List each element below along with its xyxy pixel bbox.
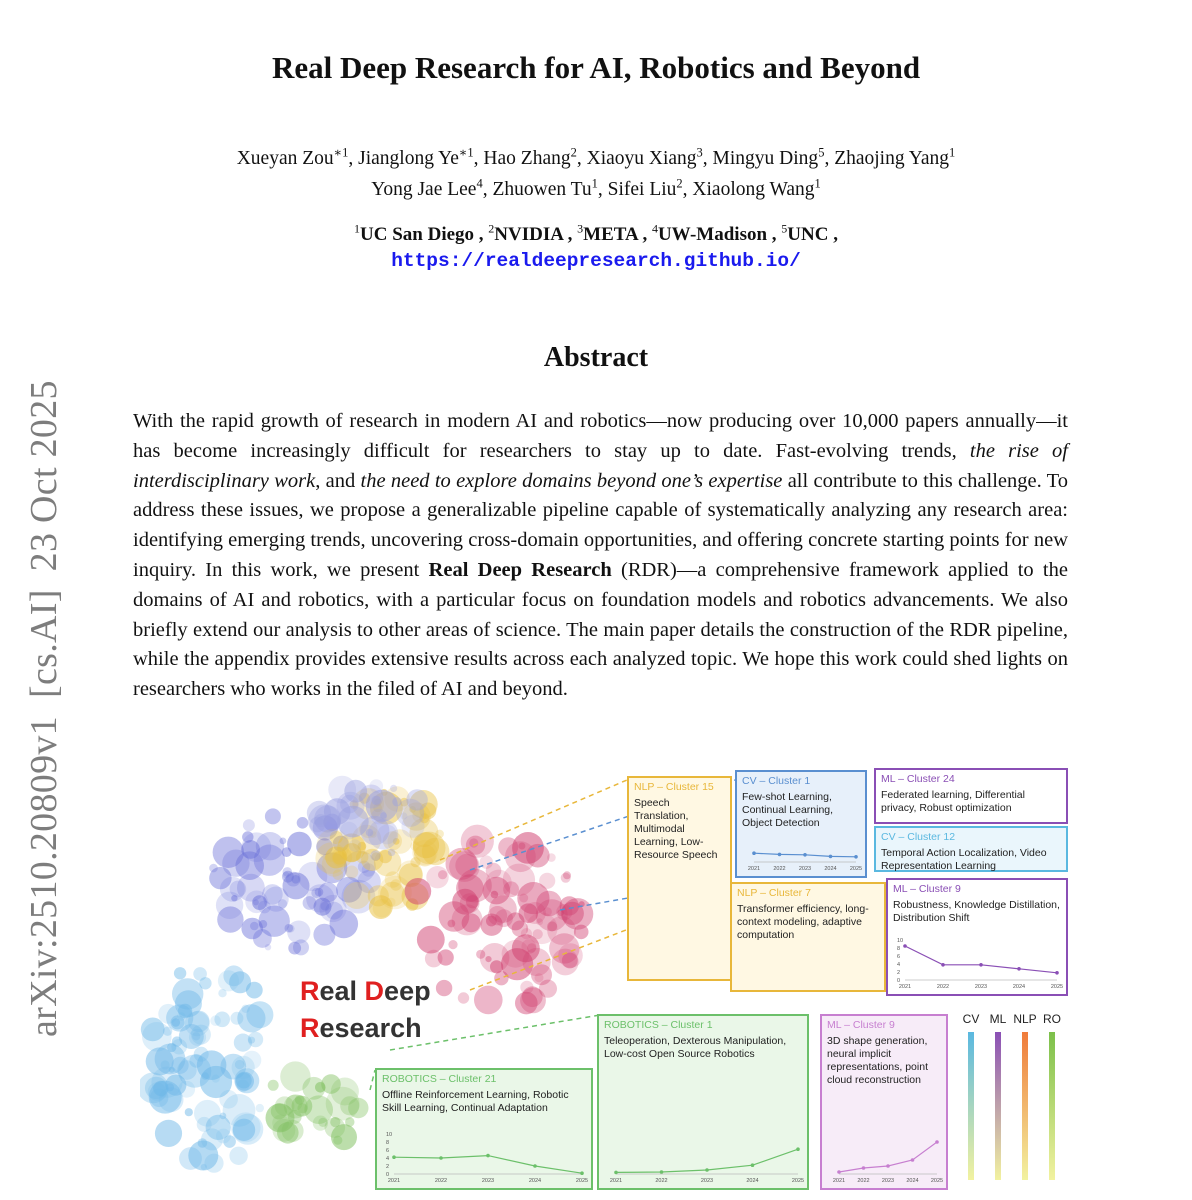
- embedding-bubble: [372, 796, 381, 805]
- affiliation-name: UNC: [787, 224, 829, 245]
- x-tick-label: 2021: [387, 1178, 401, 1184]
- trend-point: [862, 1166, 866, 1170]
- embedding-bubble: [245, 891, 268, 914]
- embedding-bubble: [149, 1081, 182, 1114]
- y-tick-label: 4: [386, 1156, 390, 1162]
- embedding-bubble: [474, 986, 503, 1015]
- cluster-card-keywords: Offline Reinforcement Learning, Robotic Skill Learning, Continual Adaptation: [382, 1089, 569, 1114]
- trend-point: [1017, 967, 1021, 971]
- embedding-bubble: [331, 1124, 357, 1150]
- cluster-card-title: ROBOTICS – Cluster 1: [604, 1019, 713, 1031]
- author-name: Sifei Liu: [607, 179, 677, 200]
- x-tick-label: 2025: [791, 1178, 804, 1184]
- embedding-bubble: [297, 817, 309, 829]
- author-affiliation-mark: 1: [814, 176, 821, 191]
- affiliation-mark: 3: [577, 221, 584, 236]
- cluster-card-keywords: Speech Translation, Multimodal Learning, Low-Resource Speech: [634, 797, 718, 861]
- trend-point: [803, 853, 807, 857]
- cluster-card: [730, 882, 886, 992]
- embedding-bubble: [141, 1018, 165, 1042]
- cluster-card-title: ML – Cluster 24: [881, 773, 955, 785]
- x-tick-label: 2023: [798, 866, 812, 872]
- trend-chart: [829, 1130, 943, 1184]
- trend-chart: [895, 936, 1063, 990]
- trend-point: [486, 1154, 490, 1158]
- arxiv-date: 23 Oct 2025: [23, 380, 65, 572]
- embedding-bubble: [235, 1060, 244, 1069]
- affiliation-mark: 4: [651, 221, 658, 236]
- legend-color-bar: [1049, 1032, 1055, 1180]
- trend-point: [796, 1147, 800, 1151]
- embedding-bubble: [462, 913, 481, 932]
- embedding-bubble: [199, 977, 211, 989]
- embedding-bubble: [241, 918, 263, 940]
- cluster-card-keywords: Transformer efficiency, long-context modeling, adaptive computation: [737, 903, 869, 941]
- embedding-bubble: [520, 988, 546, 1014]
- embedding-bubble: [174, 967, 186, 979]
- embedding-bubble: [222, 850, 249, 877]
- embedding-bubble: [460, 893, 480, 913]
- cluster-card: [820, 1014, 948, 1190]
- cluster-card: [597, 1014, 809, 1190]
- author-affiliation-mark: 2: [570, 145, 577, 160]
- author-affiliation-mark: 2: [676, 176, 683, 191]
- author-name: Xueyan Zou: [236, 148, 334, 169]
- x-tick-label: 2021: [832, 1178, 846, 1184]
- author-affiliation-mark: 3: [696, 145, 703, 160]
- x-tick-label: 2023: [974, 984, 988, 990]
- affiliations: $^1$UC San Diego , $^2$NVIDIA , $^3$META , $^4$UW-Madison , $^5$UNC ,: [354, 221, 838, 245]
- affiliation-name: UW-Madison: [657, 224, 768, 245]
- embedding-bubble: [371, 809, 387, 825]
- embedding-bubble: [458, 992, 469, 1003]
- arxiv-id: arXiv:2510.20809v1: [23, 716, 65, 1037]
- author-name: Zhaojing Yang: [834, 148, 950, 169]
- trend-point: [439, 1156, 443, 1160]
- embedding-bubble: [278, 899, 287, 908]
- y-tick-label: 10: [897, 938, 904, 944]
- embedding-bubble: [217, 906, 243, 932]
- embedding-bubble: [177, 1060, 197, 1080]
- arxiv-sidebar-stamp: [22, 337, 66, 1037]
- embedding-bubble: [490, 960, 503, 973]
- trend-point: [935, 1140, 939, 1144]
- author-line-1: Xueyan Zou$^{∗1}$, Jianglong $Ye^{∗1}$, Hao Zhang$^2$, Xiaoyu Xiang$^3$, Mingyu Ding$^5$, Zhaojing Yang$^1$: [236, 145, 956, 169]
- trend-point: [580, 1171, 584, 1175]
- cluster-card-title: NLP – Cluster 15: [634, 781, 714, 793]
- embedding-bubble: [179, 1147, 202, 1170]
- embedding-bubble: [561, 873, 571, 883]
- embedding-bubble: [388, 849, 395, 856]
- y-tick-label: 6: [386, 1148, 390, 1154]
- embedding-bubble: [282, 871, 294, 883]
- cluster-card-keywords: Teleoperation, Dexterous Manipulation, Low-cost Open Source Robotics: [604, 1035, 787, 1060]
- embedding-bubble: [495, 909, 513, 927]
- embedding-bubble: [293, 939, 309, 955]
- author-name: Mingyu Ding: [712, 148, 819, 169]
- trend-chart: [384, 1130, 588, 1184]
- embedding-bubble: [280, 1061, 310, 1091]
- y-tick-label: 10: [386, 1132, 393, 1138]
- author-name: Jianglong Ye: [358, 148, 459, 169]
- embedding-bubble: [345, 866, 358, 879]
- embedding-bubble: [220, 1113, 227, 1120]
- abstract-bold-rdr: Real Deep Research: [428, 558, 612, 581]
- embedding-bubble: [256, 1104, 264, 1112]
- embedding-bubble: [229, 1147, 247, 1165]
- y-tick-label: 2: [897, 970, 901, 976]
- abstract-part-3: all contribute to this challenge. To address these issues, we propose a generalizable pipeline capable of systematically analyzing any research area: identifying emerging trends, uncovering cross-domain opportunities, and offering concrete starting points for new inquiry. In this work, we present: [133, 469, 1068, 581]
- embedding-bubble: [265, 944, 271, 950]
- x-tick-label: 2023: [700, 1178, 714, 1184]
- embedding-bubble: [519, 894, 528, 903]
- embedding-bubble: [558, 943, 583, 968]
- cluster-card: [627, 776, 732, 981]
- arxiv-category: [cs.AI]: [23, 589, 65, 699]
- embedding-bubble: [158, 1004, 178, 1024]
- embedding-bubble: [272, 1115, 289, 1132]
- trend-point: [886, 1164, 890, 1168]
- embedding-bubble: [163, 1027, 172, 1036]
- overview-figure: [140, 760, 1072, 1190]
- legend-label: RO: [1043, 1012, 1061, 1026]
- cluster-card-title: CV – Cluster 12: [881, 831, 956, 843]
- embedding-bubble: [356, 851, 368, 863]
- trend-point: [1055, 971, 1059, 975]
- embedding-bubble: [230, 1012, 243, 1025]
- cluster-card: [886, 878, 1068, 996]
- cluster-card-keywords: Robustness, Knowledge Distillation, Distribution Shift: [893, 899, 1060, 924]
- embedding-bubble: [259, 920, 267, 928]
- embedding-bubble: [219, 1090, 238, 1109]
- trend-point: [392, 1155, 396, 1159]
- cluster-card-title: ML – Cluster 9: [893, 883, 961, 895]
- embedding-bubble: [223, 1135, 236, 1148]
- trend-point: [911, 1158, 915, 1162]
- cluster-card-title: CV – Cluster 1: [742, 775, 811, 787]
- embedding-bubble: [201, 1128, 223, 1150]
- author-affiliation-mark: 1: [949, 145, 956, 160]
- trend-point: [752, 851, 756, 855]
- embedding-bubble: [390, 785, 397, 792]
- affiliation-mark: 5: [781, 221, 788, 236]
- legend-color-bar: [1022, 1032, 1028, 1180]
- affiliation-name: UC San Diego: [360, 224, 475, 245]
- embedding-bubble: [343, 882, 370, 909]
- cluster-card: [874, 768, 1068, 824]
- embedding-bubble: [322, 852, 346, 876]
- x-tick-label: 2025: [575, 1178, 588, 1184]
- embedding-bubble: [229, 971, 251, 993]
- cluster-card: [375, 1068, 593, 1190]
- embedding-bubble: [349, 839, 361, 851]
- legend-color-bar: [968, 1032, 974, 1180]
- embedding-bubble: [547, 853, 556, 862]
- cluster-card-title: ROBOTICS – Cluster 21: [382, 1073, 497, 1085]
- embedding-bubble: [310, 817, 326, 833]
- trend-point: [778, 853, 782, 857]
- embedding-bubble: [392, 797, 401, 806]
- trend-point: [941, 963, 945, 967]
- embedding-bubble: [536, 899, 568, 931]
- cluster-card-keywords: Federated learning, Differential privacy, Robust optimization: [881, 789, 1025, 814]
- x-tick-label: 2025: [930, 1178, 943, 1184]
- abstract-italic-2: the need to explore domains beyond one’s expertise: [360, 469, 783, 492]
- trend-chart: [744, 818, 862, 872]
- figure-title-line1: Real Deep: [300, 976, 431, 1006]
- x-tick-label: 2025: [849, 866, 862, 872]
- trend-chart: [606, 1130, 804, 1184]
- cluster-card: [874, 826, 1068, 872]
- author-affiliation-mark: 5: [818, 145, 825, 160]
- trend-point: [837, 1170, 841, 1174]
- trend-point: [854, 855, 858, 859]
- legend-entry: [985, 1012, 1011, 1180]
- embedding-bubble: [387, 898, 396, 907]
- y-tick-label: 6: [897, 954, 901, 960]
- x-tick-label: 2021: [747, 866, 761, 872]
- embedding-bubble: [233, 1119, 255, 1141]
- embedding-bubble: [268, 1080, 279, 1091]
- embedding-bubble: [491, 891, 499, 899]
- embedding-bubble: [304, 1095, 333, 1124]
- embedding-bubble: [401, 815, 424, 838]
- cluster-card: [735, 770, 867, 878]
- embedding-bubble: [282, 847, 292, 857]
- legend-entry: [958, 1012, 984, 1180]
- cluster-card-keywords: 3D shape generation, neural implicit representations, point cloud reconstruction: [827, 1035, 928, 1086]
- author-name: Hao Zhang: [483, 148, 571, 169]
- trend-point: [705, 1168, 709, 1172]
- abstract-text: [133, 407, 1068, 705]
- embedding-bubble: [265, 808, 281, 824]
- trend-line: [905, 946, 1057, 973]
- embedding-bubble: [345, 1117, 354, 1126]
- abstract-part-2: , and: [315, 469, 361, 492]
- trend-point: [751, 1163, 755, 1167]
- project-url-link[interactable]: https://realdeepresearch.github.io/: [391, 250, 801, 272]
- x-tick-label: 2022: [773, 866, 786, 872]
- figure-title-line2: Research: [300, 1013, 422, 1043]
- affiliation-mark: 1: [354, 221, 361, 236]
- trend-point: [903, 944, 907, 948]
- x-tick-label: 2021: [898, 984, 912, 990]
- legend-color-bar: [995, 1032, 1001, 1180]
- embedding-bubble: [220, 877, 245, 902]
- y-tick-label: 8: [897, 946, 901, 952]
- embedding-bubble: [405, 878, 432, 905]
- author-list: [0, 143, 1192, 205]
- affiliation-mark: 2: [488, 221, 495, 236]
- embedding-bubble: [406, 789, 427, 810]
- trend-line: [394, 1156, 582, 1174]
- abstract-italic-1: the rise of interdisciplinary work: [133, 439, 1068, 492]
- abstract-heading: Abstract: [543, 342, 649, 373]
- embedding-bubble: [503, 881, 519, 897]
- trend-point: [660, 1170, 664, 1174]
- cluster-card-keywords: Temporal Action Localization, Video Representation Learning: [881, 847, 1047, 872]
- x-tick-label: 2022: [857, 1178, 870, 1184]
- cluster-card-title: NLP – Cluster 7: [737, 887, 811, 899]
- embedding-bubble: [201, 1164, 207, 1170]
- trend-point: [614, 1171, 618, 1175]
- embedding-bubble: [243, 819, 255, 831]
- embedding-bubble: [502, 940, 530, 968]
- embedding-bubble: [455, 854, 478, 877]
- author-name: Yong Jae Lee: [371, 179, 477, 200]
- x-tick-label: 2024: [1012, 984, 1026, 990]
- legend-entry: [1012, 1012, 1038, 1180]
- embedding-bubble: [359, 785, 383, 809]
- embedding-bubble: [314, 898, 332, 916]
- embedding-bubble: [436, 980, 452, 996]
- embedding-bubble: [287, 925, 295, 933]
- trend-point: [533, 1164, 537, 1168]
- x-tick-label: 2025: [1050, 984, 1063, 990]
- x-tick-label: 2022: [655, 1178, 668, 1184]
- y-tick-label: 8: [386, 1140, 390, 1146]
- embedding-bubble: [370, 850, 380, 860]
- author-affiliation-mark: ∗1: [458, 145, 474, 160]
- embedding-bubble: [214, 1012, 230, 1028]
- embedding-bubble: [179, 1024, 204, 1049]
- author-line-2: Yong Jae Lee$^4$, Zhuowen Tu$^1$, Sifei Liu$^2$, Xiaolong Wang$^1$: [371, 176, 821, 200]
- embedding-bubble: [254, 845, 285, 876]
- x-tick-label: 2024: [906, 1178, 919, 1184]
- x-tick-label: 2024: [746, 1178, 759, 1184]
- embedding-bubble: [155, 1120, 182, 1147]
- legend-entry: [1039, 1012, 1065, 1180]
- embedding-bubble: [242, 831, 253, 842]
- y-tick-label: 2: [386, 1164, 390, 1170]
- x-tick-label: 2022: [434, 1178, 448, 1184]
- x-tick-label: 2022: [936, 984, 950, 990]
- embedding-bubble: [448, 940, 457, 949]
- author-name: Xiaolong Wang: [692, 179, 815, 200]
- embedding-bubble: [197, 1050, 227, 1080]
- embedding-bubble: [425, 950, 443, 968]
- paper-title: Real Deep Research for AI, Robotics and Beyond: [271, 50, 921, 85]
- trend-point: [979, 963, 983, 967]
- legend-label: ML: [989, 1012, 1007, 1026]
- embedding-bubble: [178, 1004, 192, 1018]
- author-name: Xiaoyu Xiang: [586, 148, 697, 169]
- x-tick-label: 2024: [824, 866, 837, 872]
- abstract-part-4: (RDR)—a comprehensive framework applied to the domains of AI and robotics, with a particular focus on foundation models and robotics advancements. We also briefly extend our analysis to other areas of science. The main paper details the construction of the RDR pipeline, while the appendix provides extensive results across each analyzed topic. We hope this work could shed lights on researchers who works in the filed of AI and beyond.: [133, 558, 1068, 701]
- embedding-bubble: [476, 950, 485, 959]
- y-tick-label: 0: [897, 978, 901, 984]
- embedding-bubble: [417, 926, 445, 954]
- trend-point: [829, 855, 833, 859]
- x-tick-label: 2023: [881, 1178, 895, 1184]
- legend-label: NLP: [1013, 1012, 1037, 1026]
- x-tick-label: 2023: [481, 1178, 495, 1184]
- legend-label: CV: [962, 1012, 980, 1026]
- y-tick-label: 0: [386, 1172, 390, 1178]
- abstract-part-1: With the rapid growth of research in modern AI and robotics—now producing over 10,000 papers annually—it has become increasingly difficult for researchers to stay up to date. Fast-evolving trends,: [133, 410, 1068, 462]
- y-tick-label: 4: [897, 962, 901, 968]
- author-name: Zhuowen Tu: [492, 179, 592, 200]
- affiliation-name: NVIDIA: [494, 224, 563, 245]
- author-affiliation-mark: ∗1: [333, 145, 349, 160]
- embedding-bubble: [438, 870, 447, 879]
- cluster-card-keywords: Few-shot Learning, Continual Learning, Object Detection: [742, 791, 834, 829]
- embedding-bubble: [526, 844, 550, 868]
- x-tick-label: 2024: [528, 1178, 542, 1184]
- cluster-card-title: ML – Cluster 9: [827, 1019, 895, 1031]
- author-affiliation-mark: 1: [591, 176, 598, 191]
- embedding-bubble: [518, 843, 525, 850]
- embedding-bubble: [248, 1032, 263, 1047]
- x-tick-label: 2021: [609, 1178, 623, 1184]
- embedding-bubble: [330, 910, 359, 939]
- embedding-bubble: [185, 1108, 193, 1116]
- embedding-bubble: [321, 1074, 341, 1094]
- embedding-bubble: [448, 920, 456, 928]
- embedding-bubble: [295, 1095, 305, 1105]
- embedding-bubble: [512, 921, 528, 937]
- author-affiliation-mark: 4: [476, 176, 483, 191]
- affiliation-name: META: [583, 224, 638, 245]
